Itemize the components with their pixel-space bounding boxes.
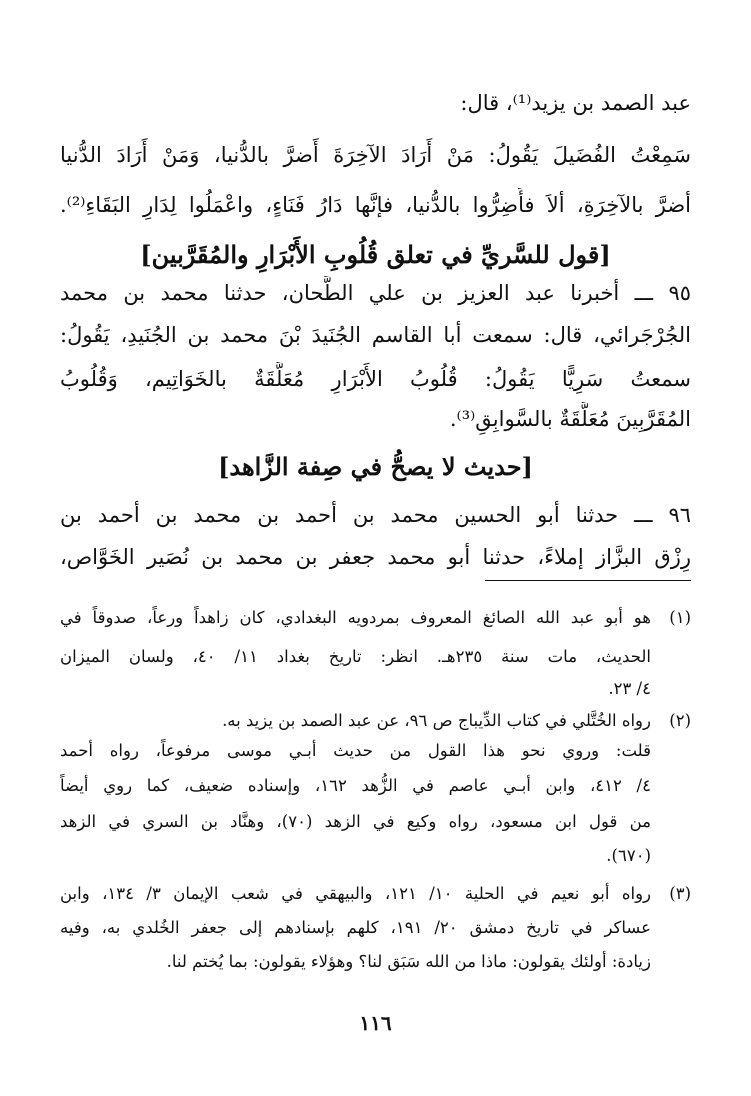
book-page	[60, 0, 691, 1096]
footnote-line: رواه الخُتَّلي في كتاب الدِّيباج ص ٩٦، عن عبد الصمد بن يزيد به.	[222, 711, 651, 730]
footnote-line: هو أبو عبد الله الصائغ المعروف بمردويه البغدادي، كان زاهداً ورعاً، صدوقاً في	[60, 608, 651, 627]
footnote-line: (٦٧٠).	[606, 846, 651, 865]
footnote-line: من قول ابن مسعود، رواه وكيع في الزهد (٧٠)، وهنَّاد بن السري في الزهد	[60, 812, 651, 831]
footnote-line: عساكر في تاريخ دمشق ٢٠/ ١٩١، كلهم بإسنادهم إلى جعفر الخُلدي به، وفيه	[60, 918, 651, 937]
footnote-line: رواه أبو نعيم في الحلية ١٠/ ١٢١، والبيهقي في شعب الإيمان ٣/ ١٣٤، وابن	[60, 884, 651, 903]
text-line: رِزْق البزَّاز إملاءً، حدثنا أبو محمد جعفر بن محمد بن نُصَير الخَوَّاص،	[60, 545, 691, 569]
footnote-line: زيادة: أولئك يقولون: ماذا من الله سَبَق لنا؟ وهؤلاء يقولون: بما يُختم لنا.	[166, 952, 651, 971]
text-line: سمعتُ سَرِيًّا يَقُولُ: قُلُوبُ الأَبْرَارِ مُعَلَّقَةٌ بالخَوَاتِيم، وَقُلُوبُ	[60, 367, 691, 391]
page-number: ١١٦	[359, 1011, 392, 1035]
footnote-line: ٤/ ٤١٢، وابن أبـي عاصم في الزُّهد ١٦٢، وإسناده ضعيف، كما روي أيضاً	[60, 776, 651, 795]
text-line: ٩٦ ـــ حدثنا أبو الحسين محمد بن أحمد بن محمد بن أحمد بن	[60, 503, 691, 527]
footnote-line: قلت: وروي نحو هذا القول من حديث أبـي موسى مرفوعاً، رواه أحمد	[60, 741, 651, 760]
footnote-marker: (١)	[669, 608, 691, 627]
text-line: ٩٥ ـــ أخبرنا عبد العزيز بن علي الطَّحان، حدثنا محمد بن محمد	[60, 281, 691, 305]
footnote-marker: (٢)	[669, 711, 691, 730]
footnote-line: ٤/ ٢٣.	[608, 679, 651, 698]
section-heading: [حديث لا يصحُّ في صِفة الزَّاهد]	[218, 452, 533, 481]
text-line: المُقَرَّبِينَ مُعَلَّقَةٌ بالسَّوابِقِ⁽³⁾.	[449, 407, 691, 431]
text-line: عبد الصمد بن يزيد⁽¹⁾، قال:	[460, 91, 691, 115]
text-line: الجُرْجَرائي، قال: سمعت أبا القاسم الجُنَيدَ بْنَ محمد بن الجُنَيدِ، يَقُولُ:	[60, 323, 691, 347]
footnote-marker: (٣)	[669, 884, 691, 903]
section-heading: [قول للسَّريِّ في تعلق قُلُوبِ الأَبْرَارِ والمُقَرَّبين]	[140, 240, 611, 269]
footnote-separator	[485, 580, 691, 581]
footnote-line: الحديث، مات سنة ٢٣٥هـ. انظر: تاريخ بغداد ١١/ ٤٠، ولسان الميزان	[60, 647, 651, 666]
text-line: أضرَّ بالآخِرَةِ، ألاَ فأَضِرُّوا بالدُّنيا، فإنَّها دَارُ فَنَاءٍ، واعْمَلُوا لِدَارِ البَقَاءِ⁽²⁾.	[60, 193, 691, 217]
text-line: سَمِعْتُ الفُضَيلَ يَقُولُ: مَنْ أَرَادَ الآخِرَةَ أَضرَّ بالدُّنيا، وَمَنْ أَرَادَ الدُّنيا	[60, 143, 691, 167]
